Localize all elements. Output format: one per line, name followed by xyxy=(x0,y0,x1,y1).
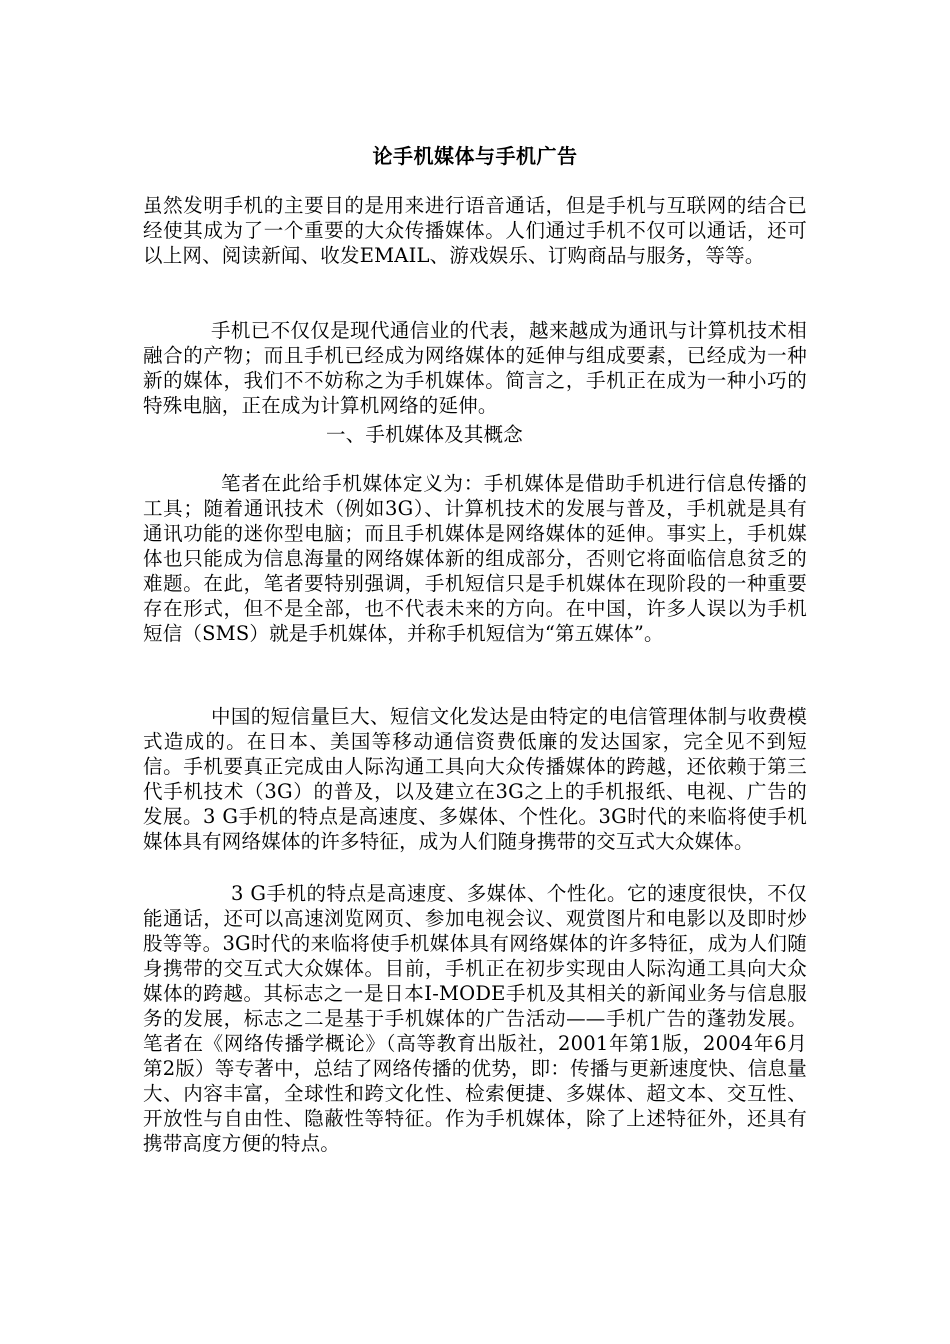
document-title: 论手机媒体与手机广告 xyxy=(372,144,578,168)
paragraph-intro: 虽然发明手机的主要目的是用来进行语音通话，但是手机与互联网的结合已经使其成为了一个重要的大众传播媒体。人们通过手机不仅可以通话，还可以上网、阅读新闻、收发EMAIL、游戏娱乐、订购商品与服务，等等。 xyxy=(143,194,807,267)
paragraph-3g-features: 3 G手机的特点是高速度、多媒体、个性化。它的速度很快，不仅能通话，还可以高速浏览网页、参加电视会议、观赏图片和电影以及即时炒股等等。3G时代的来临将使手机媒体具有网络媒体的许多特征，成为人们随身携带的交互式大众媒体。目前，手机正在初步实现由人际沟通工具向大众媒体的跨越。其标志之一是日本I-MODE手机及其相关的新闻业务与信息服务的发展，标志之二是基于手机媒体的广告活动——手机广告的蓬勃发展。笔者在《网络传播学概论》（高等教育出版社，2001年第1版，2004年6月第2版）等专著中，总结了网络传播的优势，即：传播与更新速度快、信息量大、内容丰富，全球性和跨文化性、检索便捷、多媒体、超文本、交互性、开放性与自由性、隐蔽性等特征。作为手机媒体，除了上述特征外，还具有携带高度方便的特点。 xyxy=(143,882,807,1155)
paragraph-mobile-as-media: 手机已不仅仅是现代通信业的代表，越来越成为通讯与计算机技术相融合的产物；而且手机已经成为网络媒体的延伸与组成要素，已经成为一种新的媒体，我们不不妨称之为手机媒体。简言之，手机正在成为一种小巧的特殊电脑，正在成为计算机网络的延伸。 xyxy=(143,319,807,417)
section-heading: 一、手机媒体及其概念 xyxy=(326,423,524,446)
paragraph-definition: 笔者在此给手机媒体定义为：手机媒体是借助手机进行信息传播的工具；随着通讯技术（例如3G）、计算机技术的发展与普及，手机就是具有通讯功能的迷你型电脑；而且手机媒体是网络媒体的延伸。事实上，手机媒体也只能成为信息海量的网络媒体新的组成部分，否则它将面临信息贫乏的难题。在此，笔者要特别强调，手机短信只是手机媒体在现阶段的一种重要存在形式，但不是全部，也不代表未来的方向。在中国，许多人误以为手机短信（SMS）就是手机媒体，并称手机短信为“第五媒体”。 xyxy=(143,472,807,645)
paragraph-sms-culture: 中国的短信量巨大、短信文化发达是由特定的电信管理体制与收费模式造成的。在日本、美国等移动通信资费低廉的发达国家，完全见不到短信。手机要真正完成由人际沟通工具向大众传播媒体的跨越，还依赖于第三代手机技术（3G）的普及，以及建立在3G之上的手机报纸、电视、广告的发展。3 G手机的特点是高速度、多媒体、个性化。3G时代的来临将使手机媒体具有网络媒体的许多特征，成为人们随身携带的交互式大众媒体。 xyxy=(143,705,807,853)
